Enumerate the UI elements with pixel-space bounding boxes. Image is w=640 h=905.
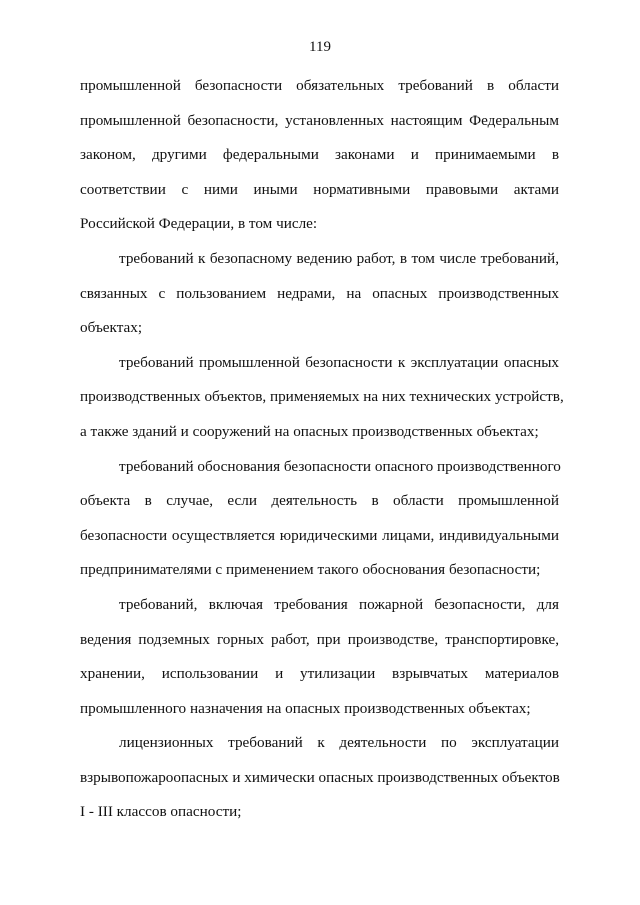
text-line: безопасности осуществляется юридическими лицами, индивидуальными <box>80 526 559 544</box>
paragraph-intro <box>80 69 559 242</box>
text-line: требований к безопасному ведению работ, в том числе требований, <box>119 249 559 267</box>
text-line: промышленного назначения на опасных производственных объектах; <box>80 699 531 717</box>
text-line: объектах; <box>80 319 143 337</box>
body-text <box>80 69 564 830</box>
text-line: I - III классов опасности; <box>80 803 242 821</box>
paragraph-operation-requirements <box>80 346 564 450</box>
text-line: законом, другими федеральными законами и принимаемыми в <box>80 146 559 164</box>
text-line: взрывопожароопасных и химически опасных производственных объектов <box>80 768 560 786</box>
paragraph-safe-work-requirements <box>80 242 559 346</box>
text-line: связанных с пользованием недрами, на опасных производственных <box>80 284 559 302</box>
text-line: требований, включая требования пожарной безопасности, для <box>119 595 559 613</box>
text-line: промышленной безопасности, установленных настоящим Федеральным <box>80 111 559 129</box>
text-line: лицензионных требований к деятельности по эксплуатации <box>119 734 559 752</box>
text-line: требований обоснования безопасности опасного производственного <box>119 457 561 475</box>
text-line: а также зданий и сооружений на опасных производственных объектах; <box>80 422 539 440</box>
paragraph-fire-safety-explosives <box>80 588 559 726</box>
text-line: требований промышленной безопасности к эксплуатации опасных <box>119 353 559 371</box>
text-line: соответствии с ними иными нормативными правовыми актами <box>80 180 559 198</box>
text-line: ведения подземных горных работ, при производстве, транспортировке, <box>80 630 559 648</box>
text-line: объекта в случае, если деятельность в области промышленной <box>80 492 559 510</box>
text-line: Российской Федерации, в том числе: <box>80 215 318 233</box>
text-line: хранении, использовании и утилизации взрывчатых материалов <box>80 665 559 683</box>
page-number: 119 <box>309 39 331 55</box>
paragraph-licensing-requirements <box>80 726 559 830</box>
text-line: промышленной безопасности обязательных требований в области <box>80 77 559 94</box>
text-line: производственных объектов, применяемых на них технических устройств, <box>80 388 564 406</box>
text-line: предпринимателями с применением такого обоснования безопасности; <box>80 561 541 579</box>
paragraph-safety-justification <box>80 450 559 588</box>
